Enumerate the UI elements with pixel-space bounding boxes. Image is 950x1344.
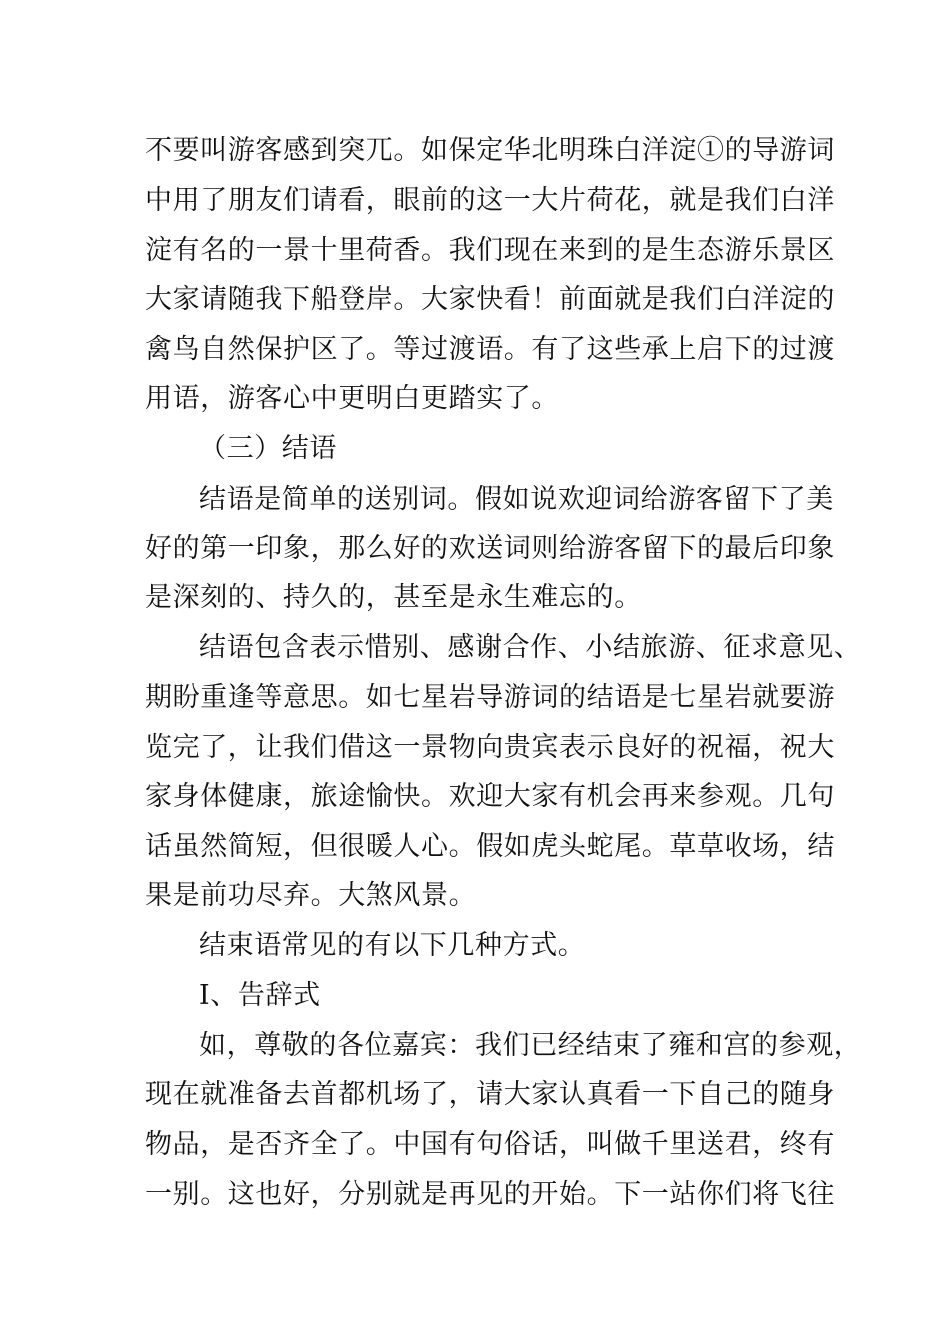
text-line: 览完了，让我们借这一景物向贵宾表示良好的祝福，祝大 [145, 732, 835, 763]
text-line: 一别。这也好，分别就是再见的开始。下一站你们将飞往 [145, 1179, 835, 1210]
text-line: 不要叫游客感到突兀。如保定华北明珠白洋淀①的导游词 [145, 135, 835, 166]
text-line: 果是前功尽弃。大煞风景。 [145, 880, 477, 911]
text-line: 话虽然简短，但很暖人心。假如虎头蛇尾。草草收场，结 [145, 831, 835, 862]
text-line: 是深刻的、持久的，甚至是永生难忘的。 [145, 582, 642, 613]
text-line: 现在就准备去首都机场了，请大家认真看一下自己的随身 [145, 1079, 835, 1110]
section-heading: （三）结语 [199, 433, 337, 464]
text-line: 结语包含表示惜别、感谢合作、小结旅游、征求意见、 [199, 632, 862, 663]
text-line: 如，尊敬的各位嘉宾：我们已经结束了雍和宫的参观， [199, 1030, 862, 1061]
list-heading: I、告辞式 [199, 980, 321, 1011]
text-line: 结语是简单的送别词。假如说欢迎词给游客留下了美 [199, 484, 834, 515]
text-line: 用语，游客心中更明白更踏实了。 [145, 383, 559, 414]
text-line: 好的第一印象，那么好的欢送词则给游客留下的最后印象 [145, 533, 835, 564]
text-line: 禽鸟自然保护区了。等过渡语。有了这些承上启下的过渡 [145, 334, 835, 365]
text-line: 结束语常见的有以下几种方式。 [199, 930, 586, 961]
text-line: 物品，是否齐全了。中国有句俗话，叫做千里送君，终有 [145, 1129, 835, 1160]
text-line: 期盼重逢等意思。如七星岩导游词的结语是七星岩就要游 [145, 682, 835, 713]
text-line: 淀有名的一景十里荷香。我们现在来到的是生态游乐景区 [145, 235, 835, 266]
text-line: 家身体健康，旅途愉快。欢迎大家有机会再来参观。几句 [145, 781, 835, 812]
text-line: 中用了朋友们请看，眼前的这一大片荷花，就是我们白洋 [145, 185, 835, 216]
text-line: 大家请随我下船登岸。大家快看！前面就是我们白洋淀的 [145, 284, 835, 315]
